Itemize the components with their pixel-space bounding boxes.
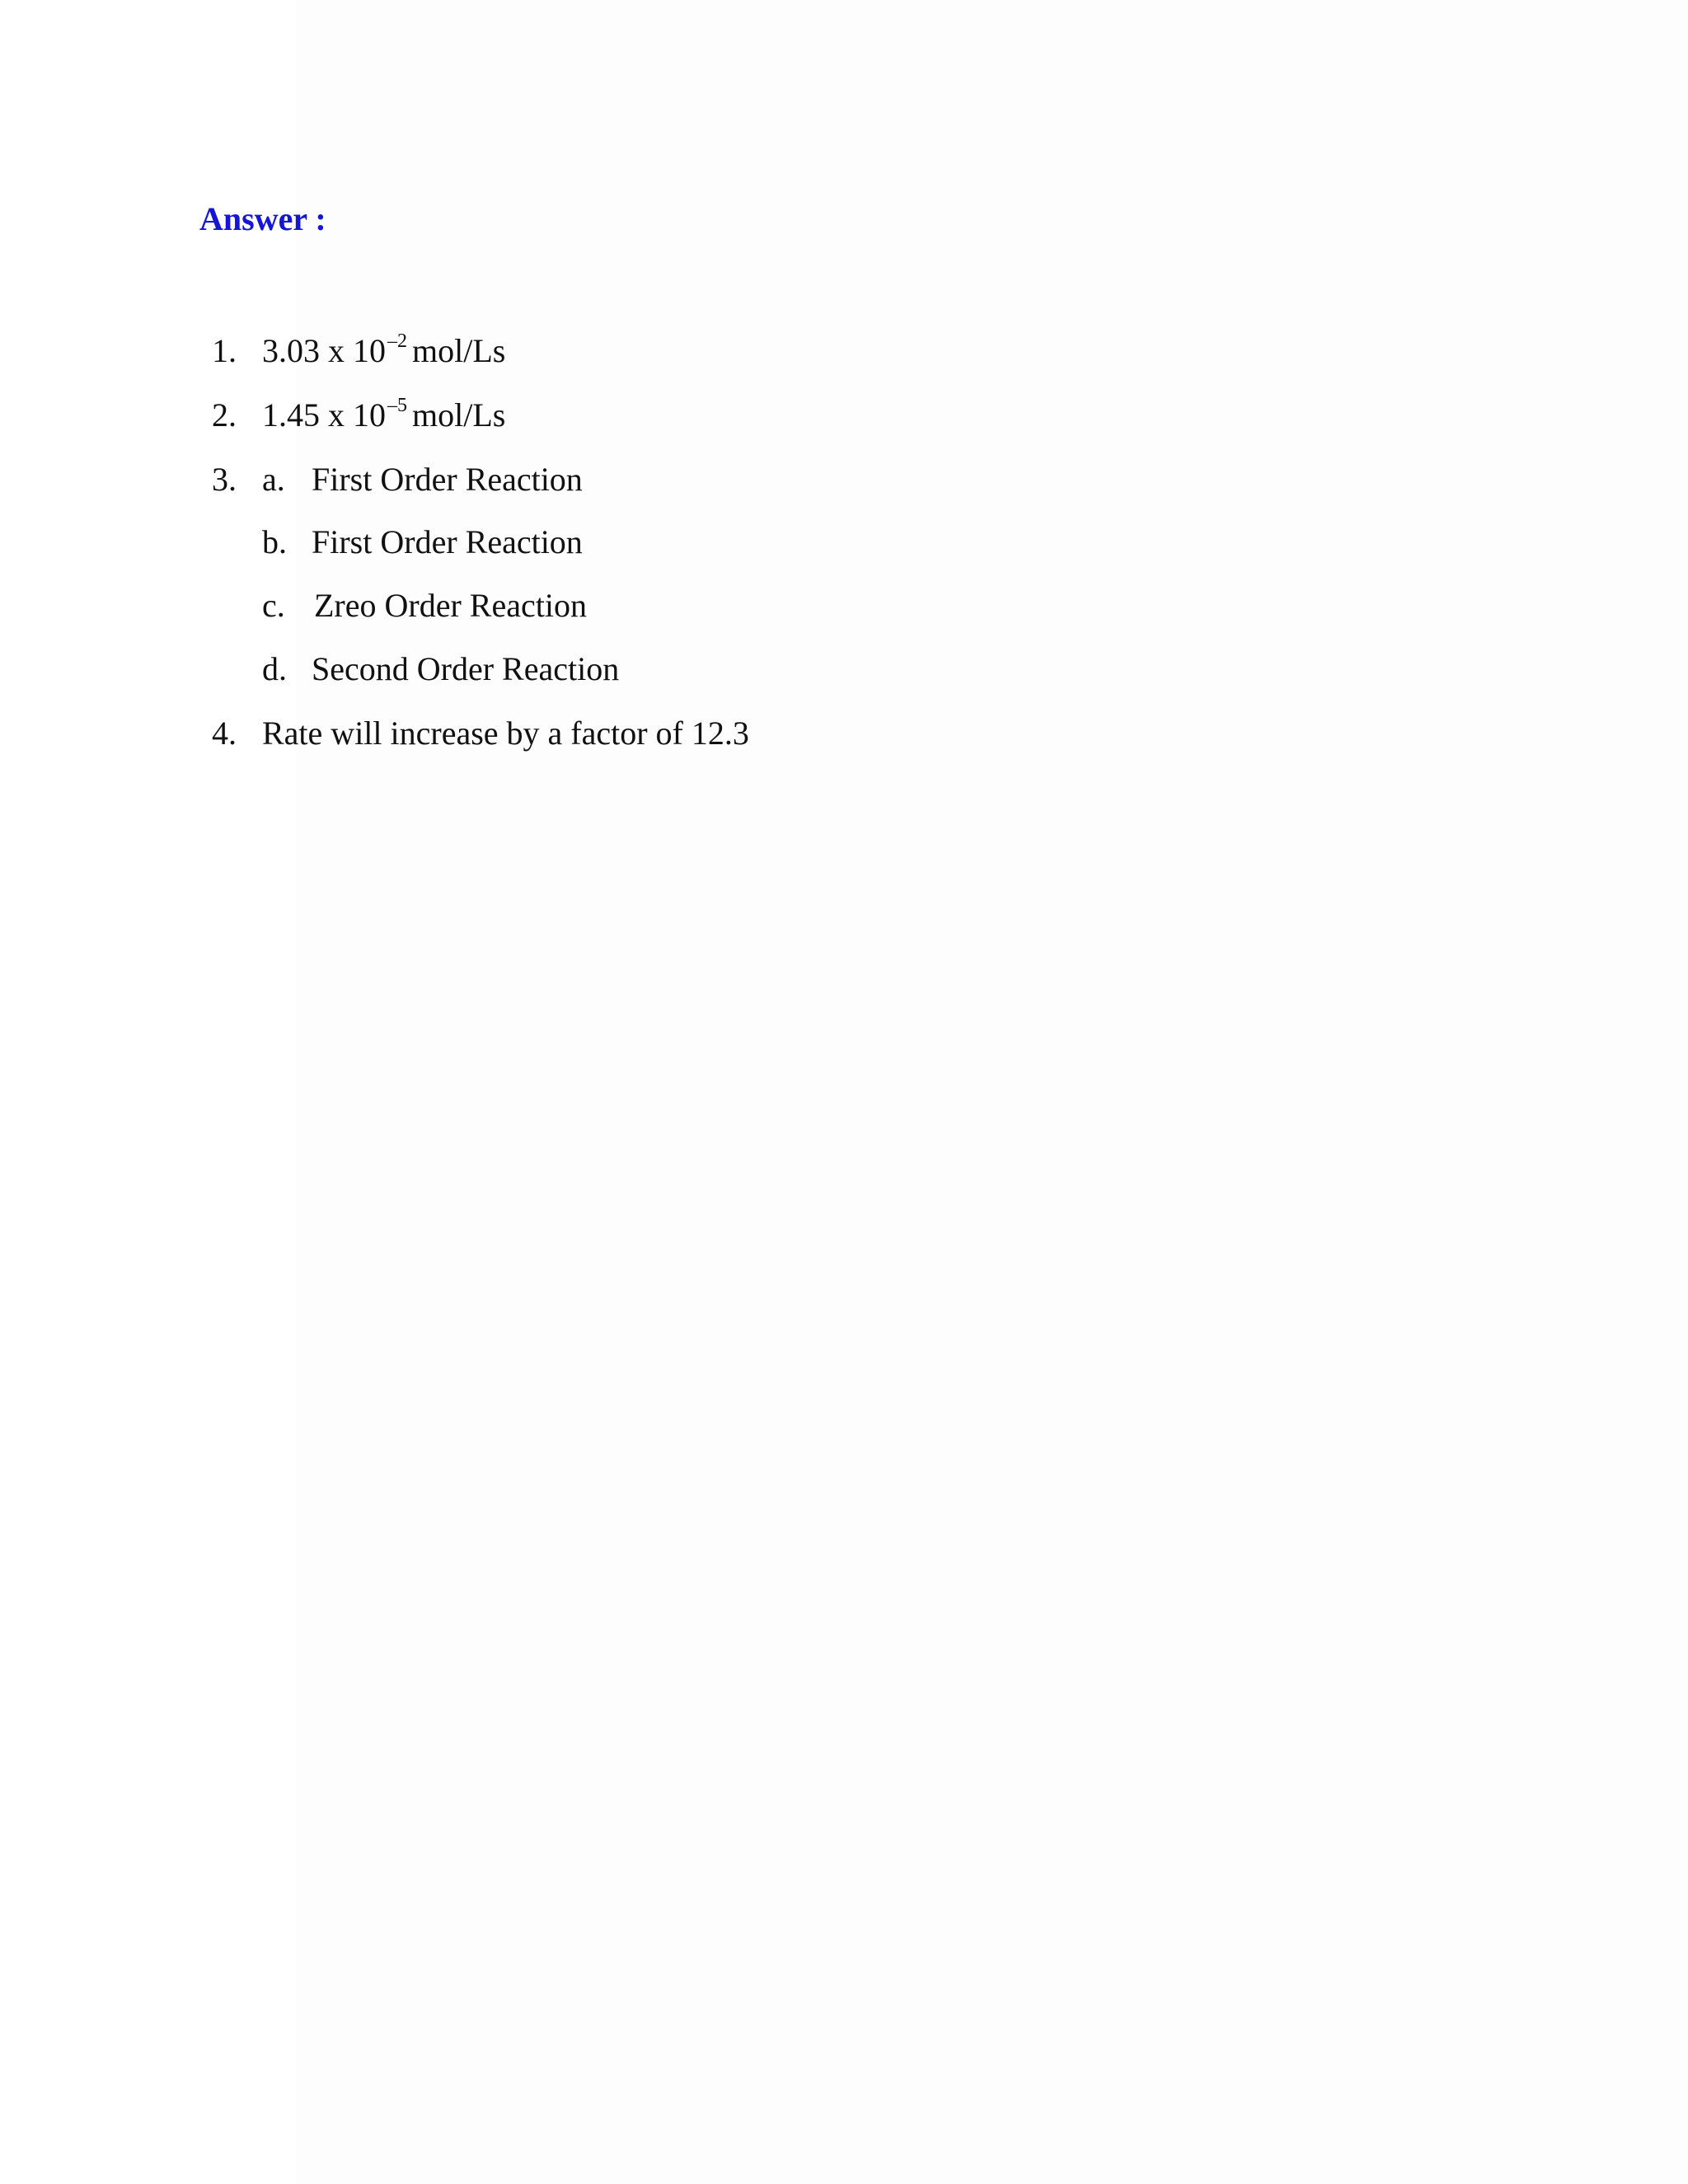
- answer-3d: [0, 646, 1688, 692]
- answer-1: [0, 328, 1688, 374]
- answer-3: [0, 457, 1688, 503]
- answer-3c-text: Zreo Order Reaction: [314, 587, 587, 624]
- answer-3a-letter: a.: [262, 461, 285, 498]
- answer-1-unit: mol/Ls: [412, 332, 506, 369]
- answer-3-number: 3.: [212, 461, 237, 498]
- answer-4-text: Rate will increase by a factor of 12.3: [262, 715, 749, 752]
- answer-3b-text: First Order Reaction: [312, 523, 583, 560]
- answer-heading: Answer :: [199, 200, 326, 237]
- answer-2: [0, 392, 1688, 438]
- answer-3b-letter: b.: [262, 523, 287, 560]
- answer-3d-text: Second Order Reaction: [312, 650, 620, 687]
- answer-1-base: 3.03 x 10: [262, 332, 386, 369]
- answer-3a-text: First Order Reaction: [312, 461, 583, 498]
- answer-2-exponent: –5: [387, 395, 407, 416]
- answer-4-number: 4.: [212, 715, 237, 752]
- answer-2-base: 1.45 x 10: [262, 396, 386, 434]
- answer-3b: [0, 519, 1688, 565]
- answer-3c-letter: c.: [262, 587, 285, 624]
- answer-4: [0, 710, 1688, 757]
- answer-1-exponent: –2: [387, 330, 407, 352]
- answer-3c: [0, 583, 1688, 629]
- answer-2-value: [262, 392, 505, 443]
- answer-2-unit: mol/Ls: [412, 396, 506, 434]
- answer-1-number: 1.: [212, 332, 237, 369]
- answer-2-number: 2.: [212, 396, 237, 434]
- answer-1-value: [262, 328, 505, 379]
- answer-3d-letter: d.: [262, 650, 287, 687]
